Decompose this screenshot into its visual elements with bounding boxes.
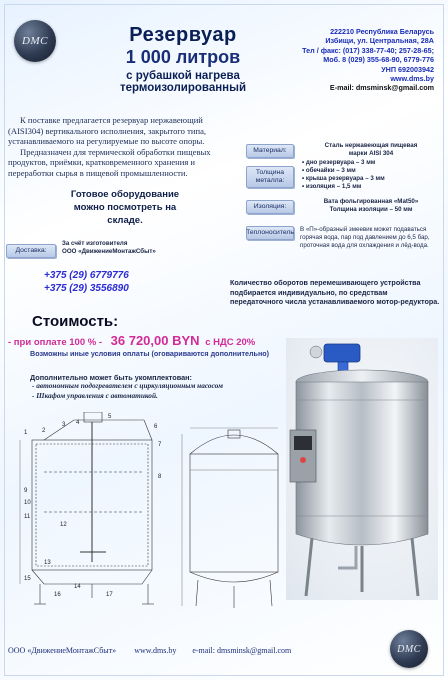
ready-line-3: складе. (107, 215, 143, 226)
product-title (108, 24, 258, 94)
footer (8, 646, 388, 655)
part-number: 4 (76, 420, 80, 426)
part-number: 6 (154, 424, 158, 430)
price-amount: 36 720,00 BYN (110, 333, 200, 348)
site-link[interactable]: www.dms.by (390, 74, 434, 84)
price-prefix: - при оплате 100 % - (8, 337, 102, 348)
material-title: Сталь нержавеющая пищевая (324, 142, 418, 149)
heat-carrier-text: В «П»-образный змеевик может подаваться горячая вода, пар под давлением до 6,5 бар, проточная вода для охлаждения и лёд-вода. (300, 226, 430, 249)
part-number: 12 (60, 522, 67, 528)
material-item: • изоляция – 1,5 мм (302, 183, 440, 191)
label-thickness-text: Толщина металла: (255, 169, 285, 184)
label-thickness (246, 166, 294, 188)
option-item: - автономным подогревателем с циркуляционным насосом (32, 381, 223, 390)
title-line-2: 1 000 литров (125, 47, 241, 67)
options-heading: Дополнительно может быть укомплектован: (30, 373, 192, 382)
ready-line-1: Готовое оборудование (70, 189, 180, 200)
material-title-2: марки AISI 304 (348, 150, 394, 157)
part-number: 9 (24, 488, 28, 494)
logo-text: DMC (22, 35, 48, 47)
heat-carrier-spec (300, 226, 440, 250)
material-spec (302, 142, 440, 191)
product-photo (286, 338, 438, 600)
part-number: 2 (42, 428, 46, 434)
part-number: 11 (24, 514, 31, 520)
ready-line-2: можно посмотреть на (73, 202, 177, 213)
insulation-text-2: Толщина изоляции – 50 мм (329, 206, 413, 213)
label-delivery-text: Доставка: (15, 247, 47, 254)
title-line-1: Резервуар (129, 24, 237, 46)
footer-site-link[interactable]: www.dms.by (134, 646, 177, 655)
email-link[interactable]: E-mail: dmsminsk@gmail.com (329, 83, 434, 93)
ready-equipment (60, 188, 190, 227)
delivery-text-2: ООО «ДвижениеМонтажСбыт» (62, 248, 156, 255)
technical-drawing-exterior (176, 414, 292, 614)
label-heat-carrier (246, 226, 294, 240)
company-contacts (254, 27, 434, 93)
part-number: 13 (44, 560, 51, 566)
intro-paragraph-1: К поставке предлагается резервуар нержавеющий (AISI304) вертикального исполнения, закрытого типа, устанавливаемого на регулируемые по высоте опоры. (8, 115, 207, 147)
cost-title: Стоимость: (32, 313, 119, 330)
rotations-note (230, 278, 440, 307)
part-number: 16 (54, 592, 61, 598)
title-line-3: с рубашкой нагрева (126, 70, 240, 82)
insulation-spec (302, 198, 440, 214)
tank-illustration (286, 338, 438, 600)
part-number: 5 (108, 414, 112, 420)
label-material-text: Материал: (253, 147, 287, 154)
unp: УНП 692003942 (381, 64, 434, 74)
material-item: • дно резервуара – 3 мм (302, 159, 440, 167)
options-list (32, 381, 282, 400)
label-insulation-text: Изоляция: (253, 203, 287, 210)
delivery-info (62, 240, 172, 256)
label-delivery (6, 244, 56, 258)
material-item: • обечайки – 3 мм (302, 167, 440, 175)
title-line-4: термоизолированный (119, 82, 247, 94)
footer-company: ООО «ДвижениеМонтажСбыт» (8, 646, 117, 655)
footer-logo (390, 630, 428, 668)
material-thickness-list (302, 159, 440, 191)
motor-reducer (324, 344, 360, 362)
tel-fax: Тел / факс: (017) 338-77-40; 257-28-65; (302, 45, 434, 55)
part-number: 10 (24, 500, 31, 506)
technical-drawing-sectional (14, 412, 174, 612)
intro-text (8, 115, 240, 179)
address-line-2: Избищи, ул. Центральная, 28А (325, 36, 434, 46)
part-number: 15 (24, 576, 31, 582)
delivery-text-1: За счёт изготовителя (62, 240, 128, 247)
dmc-logo (14, 20, 56, 62)
footer-logo-text: DMC (397, 643, 421, 655)
label-insulation (246, 200, 294, 214)
mobile: Моб. 8 (029) 355-68-90, 6779-776 (323, 55, 434, 65)
part-number: 1 (24, 430, 28, 436)
footer-email-link[interactable]: e-mail: dmsminsk@gmail.com (192, 646, 292, 655)
part-number: 3 (62, 422, 66, 428)
insulation-text-1: Вата фольгированная «Mat50» (323, 198, 419, 205)
price-line (8, 333, 308, 348)
address-line-1: 222210 Республика Беларусь (330, 27, 434, 36)
label-material (246, 144, 294, 158)
part-number: 8 (158, 474, 162, 480)
phone-number[interactable]: +375 (29) 6779776 (44, 270, 129, 281)
rotations-text: Количество оборотов перемешивающего устройства подбирается индивидуально, по средствам передаточного числа устанавливаемого мотор-редуктора. (230, 278, 440, 307)
phone-list (44, 270, 164, 295)
part-number: 14 (74, 584, 81, 590)
payment-note: Возможны иные условия оплаты (оговариваются дополнительно) (30, 349, 270, 358)
part-number: 7 (158, 442, 162, 448)
phone-number[interactable]: +375 (29) 3556890 (44, 282, 129, 294)
material-item: • крыша резервуара – 3 мм (302, 175, 440, 183)
part-number: 17 (106, 592, 113, 598)
price-vat: с НДС 20% (205, 337, 256, 348)
label-heat-carrier-text: Теплоноситель (246, 229, 294, 236)
intro-paragraph-2: Предназначен для термической обработки пищевых продуктов, приёмки, кратковременного хранения и переработки сырья в пищевой промышленности. (8, 146, 211, 178)
option-item: - Шкафом управления с автоматикой. (32, 390, 158, 400)
